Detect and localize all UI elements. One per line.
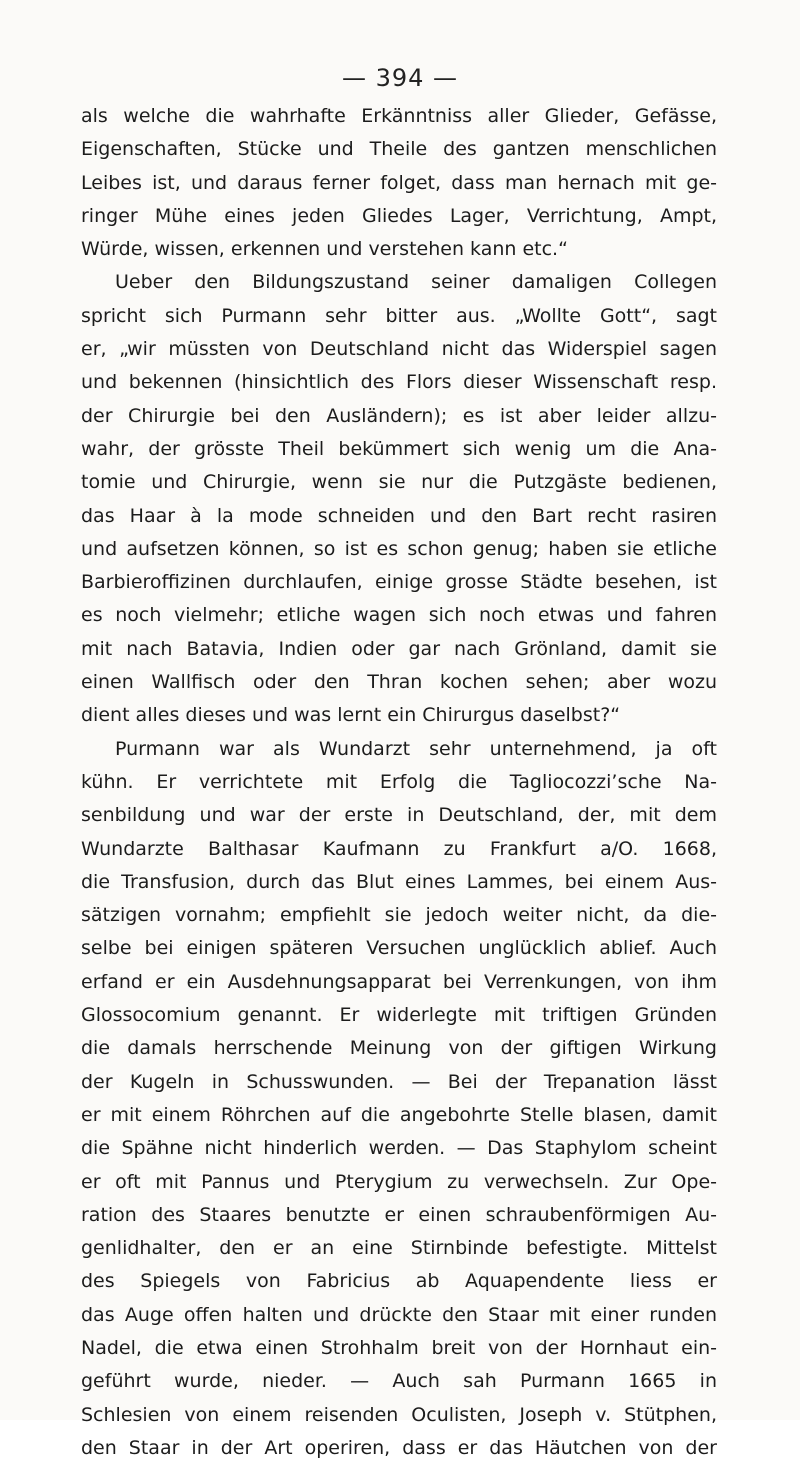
text-line: dient alles dieses und was lernt ein Chirurgus daselbst?“ bbox=[81, 704, 621, 727]
text-line: er, „wir müssten von Deutschland nicht das Widerspiel sagen bbox=[81, 338, 717, 361]
text-line: ration des Staares benutzte er einen schraubenförmigen Au- bbox=[81, 1203, 717, 1226]
text-line: erfand er ein Ausdehnungsapparat bei Verrenkungen, von ihm bbox=[81, 970, 717, 993]
text-line: Nadel, die etwa einen Strohhalm breit von der Hornhaut ein- bbox=[81, 1336, 717, 1359]
text-line: die damals herrschende Meinung von der giftigen Wirkung bbox=[81, 1037, 717, 1060]
text-line: der Chirurgie bei den Ausländern); es ist aber leider allzu- bbox=[81, 404, 717, 427]
text-line: den Staar in der Art operiren, dass er das Häutchen von der bbox=[81, 1436, 717, 1459]
text-line: Wundarzte Balthasar Kaufmann zu Frankfurt a/O. 1668, bbox=[81, 837, 717, 860]
text-line: Würde, wissen, erkennen und verstehen kann etc.“ bbox=[81, 238, 568, 261]
text-line: Schlesien von einem reisenden Oculisten, Joseph v. Stütphen, bbox=[81, 1403, 717, 1426]
text-line: sätzigen vornahm; empfiehlt sie jedoch weiter nicht, da die- bbox=[81, 904, 717, 927]
text-line: Ueber den Bildungszustand seiner damaligen Collegen bbox=[115, 271, 717, 294]
body-text bbox=[81, 100, 717, 1465]
text-line: einen Wallfisch oder den Thran kochen sehen; aber wozu bbox=[81, 671, 717, 694]
text-line: des Spiegels von Fabricius ab Aquapendente liess er bbox=[81, 1270, 717, 1293]
text-line: und bekennen (hinsichtlich des Flors dieser Wissenschaft resp. bbox=[81, 371, 717, 394]
text-line: der Kugeln in Schusswunden. — Bei der Trepanation lässt bbox=[81, 1070, 717, 1093]
text-line: die Spähne nicht hinderlich werden. — Das Staphylom scheint bbox=[81, 1137, 717, 1160]
text-line: Barbieroffizinen durchlaufen, einige grosse Städte besehen, ist bbox=[81, 571, 717, 594]
text-line: mit nach Batavia, Indien oder gar nach Grönland, damit sie bbox=[81, 637, 717, 660]
text-line: Eigenschaften, Stücke und Theile des gantzen menschlichen bbox=[81, 138, 717, 161]
text-line: Purmann war als Wundarzt sehr unternehmend, ja oft bbox=[115, 737, 717, 760]
page-number: — 394 — bbox=[341, 64, 459, 92]
text-line: Leibes ist, und daraus ferner folget, dass man hernach mit ge- bbox=[81, 171, 717, 194]
text-line: tomie und Chirurgie, wenn sie nur die Putzgäste bedienen, bbox=[81, 471, 717, 494]
text-line: ringer Mühe eines jeden Gliedes Lager, Verrichtung, Ampt, bbox=[81, 204, 717, 227]
text-line: genlidhalter, den er an eine Stirnbinde befestigte. Mittelst bbox=[81, 1237, 717, 1260]
text-line: Glossocomium genannt. Er widerlegte mit triftigen Gründen bbox=[81, 1004, 717, 1027]
text-line: die Transfusion, durch das Blut eines Lammes, bei einem Aus- bbox=[81, 870, 717, 893]
text-line: geführt wurde, nieder. — Auch sah Purmann 1665 in bbox=[81, 1370, 717, 1393]
text-line: er oft mit Pannus und Pterygium zu verwechseln. Zur Ope- bbox=[81, 1170, 717, 1193]
text-line: als welche die wahrhafte Erkänntniss aller Glieder, Gefässe, bbox=[81, 105, 717, 127]
text-line: wahr, der grösste Theil bekümmert sich wenig um die Ana- bbox=[81, 437, 717, 460]
text-line: selbe bei einigen späteren Versuchen unglücklich ablief. Auch bbox=[81, 937, 717, 960]
text-line: kühn. Er verrichtete mit Erfolg die Tagliocozzi’sche Na- bbox=[81, 770, 717, 793]
text-line: und aufsetzen können, so ist es schon genug; haben sie etliche bbox=[81, 537, 717, 560]
text-line: das Auge offen halten und drückte den Staar mit einer runden bbox=[81, 1303, 717, 1326]
text-line: es noch vielmehr; etliche wagen sich noch etwas und fahren bbox=[81, 604, 717, 627]
text-line: spricht sich Purmann sehr bitter aus. „Wollte Gott“, sagt bbox=[81, 304, 717, 327]
text-line: das Haar à la mode schneiden und den Bart recht rasiren bbox=[81, 504, 717, 527]
text-line: er mit einem Röhrchen auf die angebohrte Stelle blasen, damit bbox=[81, 1103, 717, 1126]
text-line: senbildung und war der erste in Deutschland, der, mit dem bbox=[81, 804, 717, 827]
